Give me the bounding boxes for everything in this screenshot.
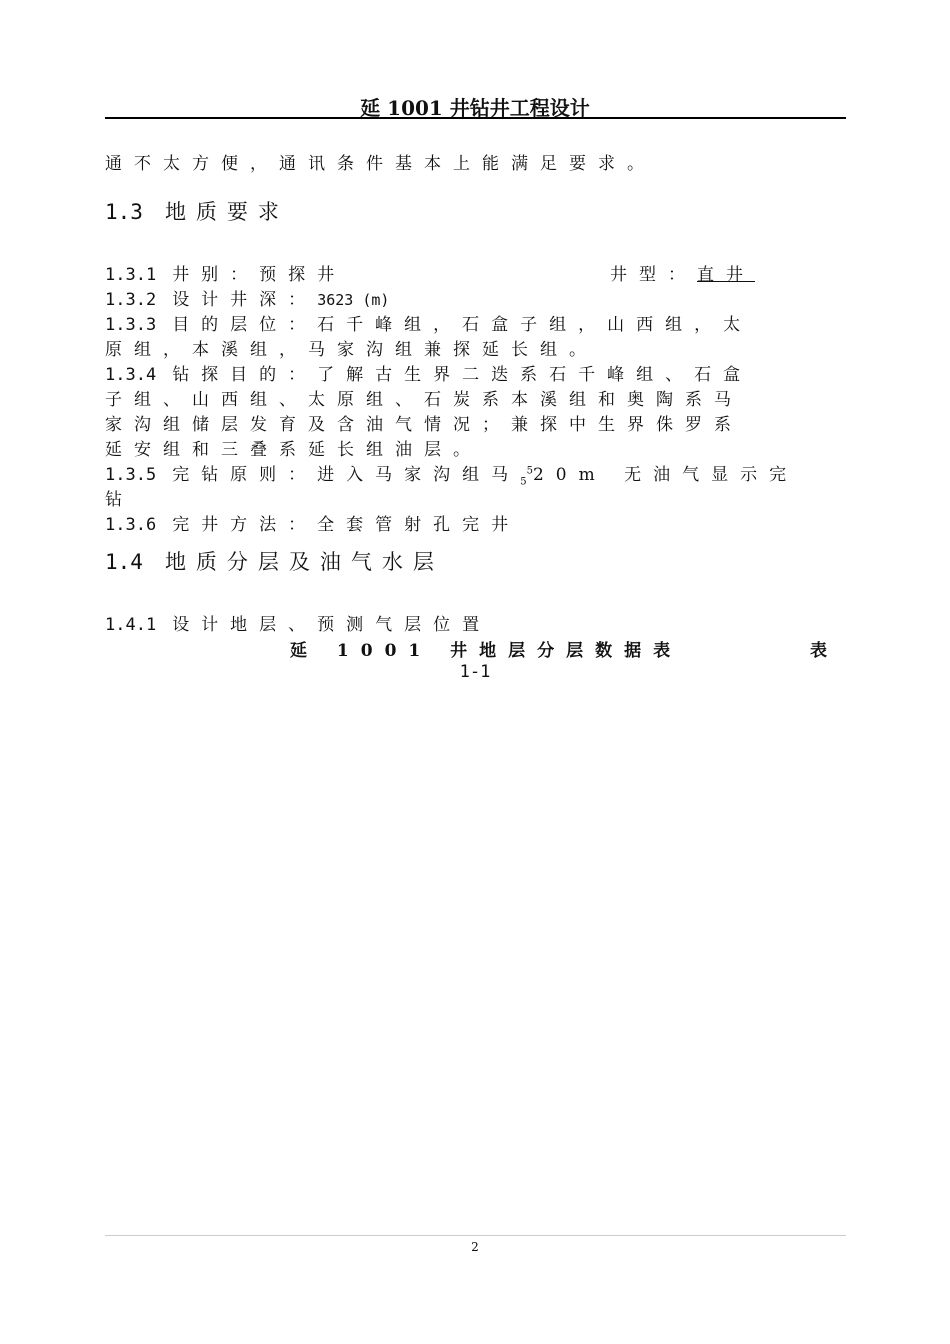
item-1-3-6-text: 完井方法：全套管射孔完井 <box>172 515 521 535</box>
item-1-3-6-number: 1.3.6 <box>105 515 157 535</box>
section-1-3-number: 1.3 <box>105 200 143 224</box>
design-depth-value: 3623 (m) <box>317 291 390 309</box>
item-1-3-4-number: 1.3.4 <box>105 365 157 385</box>
item-1-4-1-number: 1.4.1 <box>105 615 157 635</box>
item-1-3-1 <box>105 260 346 285</box>
item-1-3-4-text1: 钻探目的：了解古生界二迭系石千峰组、石盒 <box>172 365 753 385</box>
item-1-3-4-line3: 家沟组储层发育及含油气情况；兼探中生界侏罗系 <box>105 415 743 435</box>
document-header-title: 延 1001 井钻井工程设计 <box>360 96 590 120</box>
section-1-3-heading <box>105 196 289 226</box>
item-1-3-5-line2: 钻 <box>105 490 134 510</box>
item-1-3-5-line1 <box>105 460 798 487</box>
item-1-3-5-number: 1.3.5 <box>105 465 157 485</box>
table-caption-number: 1-1 <box>459 662 491 682</box>
table-caption-label: 表 <box>810 641 827 661</box>
item-1-3-6 <box>105 510 520 535</box>
item-1-3-5-superscript: 5 <box>526 465 533 477</box>
item-1-3-2-number: 1.3.2 <box>105 290 157 310</box>
item-1-3-3-line1 <box>105 310 752 335</box>
item-1-3-4-line4: 延安组和三叠系延长组油层。 <box>105 440 482 460</box>
header-divider <box>105 117 846 119</box>
item-1-3-4-line1 <box>105 360 752 385</box>
footer-divider <box>105 1235 846 1236</box>
item-1-4-1-text: 设计地层、预测气层位置 <box>172 615 492 635</box>
item-1-3-2-label: 设计井深： <box>172 290 318 310</box>
item-1-3-2 <box>105 285 389 310</box>
item-1-3-1-number: 1.3.1 <box>105 265 157 285</box>
item-1-4-1 <box>105 610 491 635</box>
table-caption-title: 延 1001 井地层分层数据表 <box>290 641 683 661</box>
intro-line: 通不太方便，通讯条件基本上能满足要求。 <box>105 154 656 174</box>
item-1-3-5-text-before: 完钻原则：进入马家沟组马 <box>172 465 521 485</box>
item-1-3-3-line2: 原组，本溪组，马家沟组兼探延长组。 <box>105 340 598 360</box>
item-1-3-4-line2: 子组、山西组、太原组、石炭系本溪组和奥陶系马 <box>105 390 743 410</box>
item-1-3-5-text-after: 20m 无油气显示完 <box>532 465 799 485</box>
item-1-3-1-label: 井别：预探井 <box>172 265 347 285</box>
item-1-3-1-well-type <box>610 260 755 285</box>
section-1-4-number: 1.4 <box>105 550 143 574</box>
well-type-value: 直井 <box>697 265 755 285</box>
section-1-4-heading <box>105 546 444 576</box>
item-1-3-3-number: 1.3.3 <box>105 315 157 335</box>
section-1-4-title: 地质分层及油气水层 <box>164 550 444 574</box>
well-type-label: 井型： <box>610 265 697 285</box>
item-1-3-5-subscript: 5 <box>520 476 527 488</box>
item-1-3-3-text1: 目的层位：石千峰组，石盒子组，山西组，太 <box>172 315 753 335</box>
section-1-3-title: 地质要求 <box>164 200 289 224</box>
page-number: 2 <box>471 1240 479 1254</box>
